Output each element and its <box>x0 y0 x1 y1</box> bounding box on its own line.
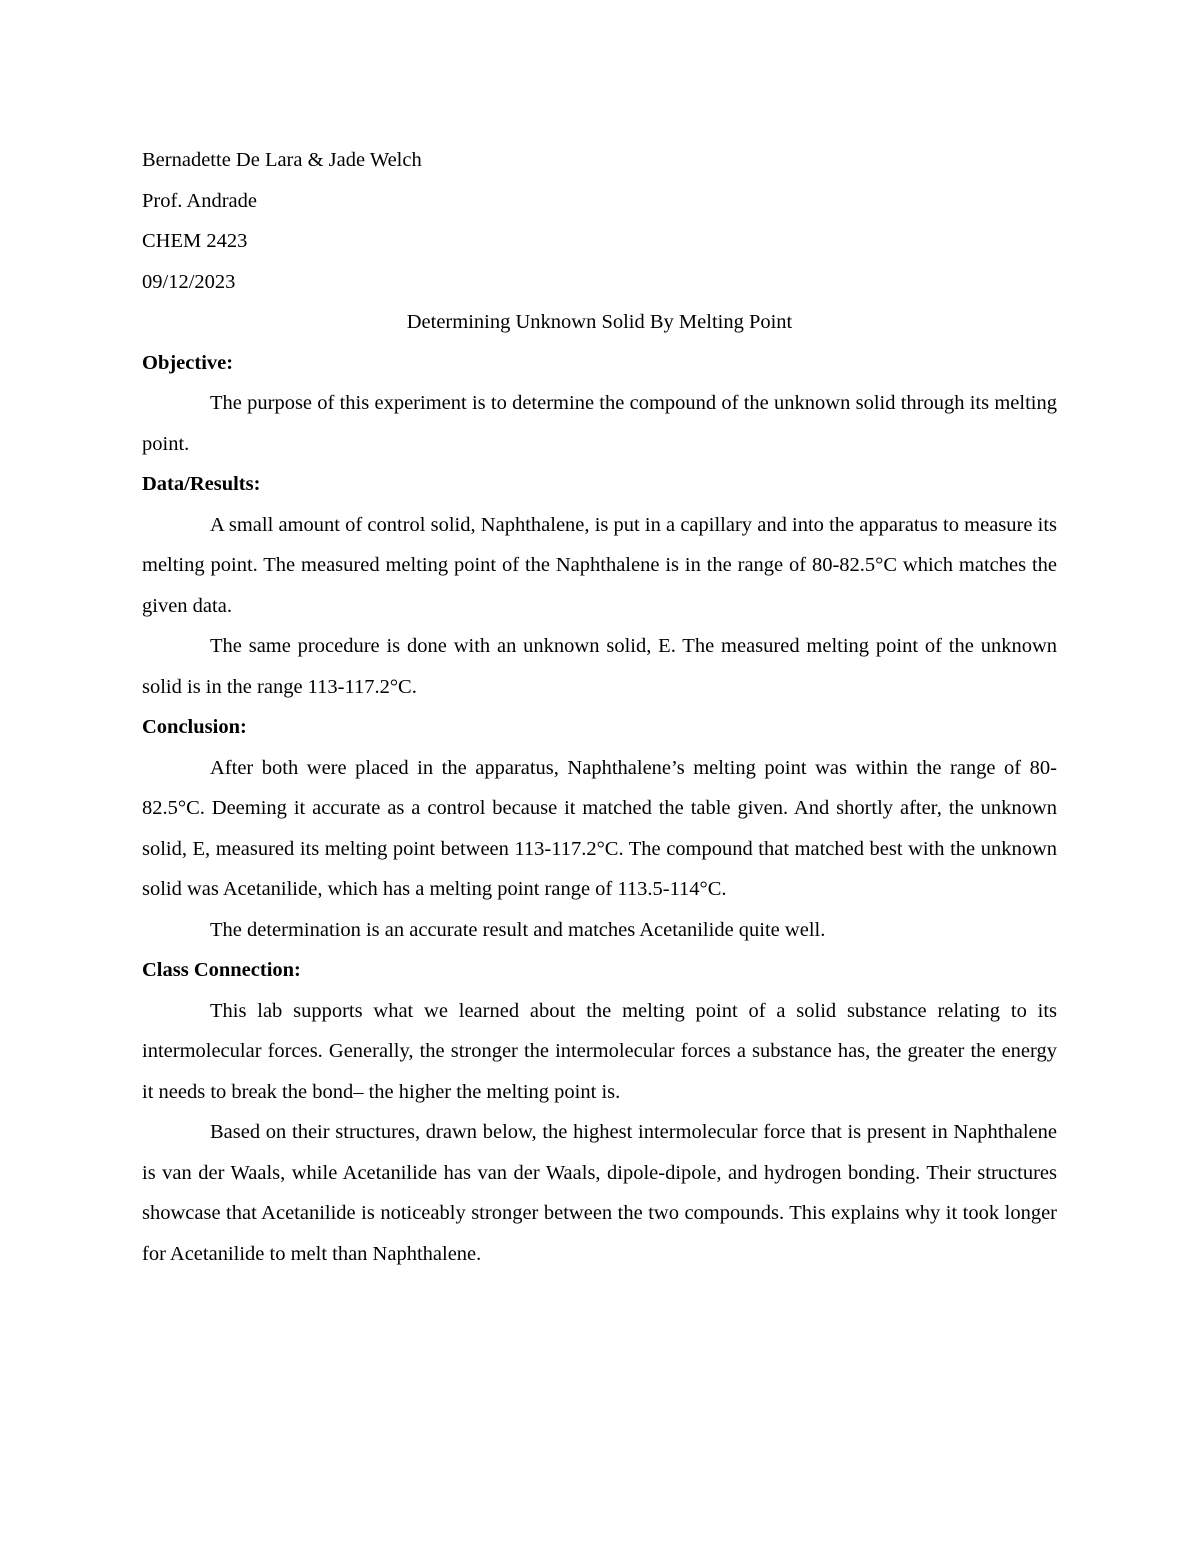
data-results-paragraph-1: A small amount of control solid, Naphthalene, is put in a capillary and into the apparatus to measure its melting point. The measured melting point of the Naphthalene is in the range of 80-82.5°C which matches the given data. <box>142 513 1057 617</box>
class-connection-paragraph-1: This lab supports what we learned about the melting point of a solid substance relating to its intermolecular forces. Generally, the stronger the intermolecular forces a substance has, the greater the energy it needs to break the bond– the higher the melting point is. <box>142 999 1057 1103</box>
conclusion-paragraph-1: After both were placed in the apparatus, Naphthalene’s melting point was within the range of 80-82.5°C. Deeming it accurate as a control because it matched the table given. And shortly after, the unknown solid, E, measured its melting point between 113-117.2°C. The compound that matched best with the unknown solid was Acetanilide, which has a melting point range of 113.5-114°C. <box>142 756 1057 900</box>
document-body <box>142 140 1057 1274</box>
conclusion-heading: Conclusion: <box>142 716 247 738</box>
author-names: Bernadette De Lara & Jade Welch <box>142 149 422 171</box>
document-title: Determining Unknown Solid By Melting Point <box>406 311 793 333</box>
objective-paragraph: The purpose of this experiment is to determine the compound of the unknown solid through its melting point. <box>142 392 1057 455</box>
class-connection-heading: Class Connection: <box>142 959 301 981</box>
conclusion-paragraph-2: The determination is an accurate result and matches Acetanilide quite well. <box>210 918 826 941</box>
data-results-paragraph-2: The same procedure is done with an unknown solid, E. The measured melting point of the unknown solid is in the range 113-117.2°C. <box>142 635 1057 698</box>
class-connection-paragraph-2: Based on their structures, drawn below, the highest intermolecular force that is present in Naphthalene is van der Waals, while Acetanilide has van der Waals, dipole-dipole, and hydrogen bonding. Their structures showcase that Acetanilide is noticeably stronger between the two compounds. This explains why it took longer for Acetanilide to melt than Naphthalene. <box>142 1121 1057 1265</box>
course-code: CHEM 2423 <box>142 230 248 252</box>
objective-heading: Objective: <box>142 351 234 374</box>
document-date: 09/12/2023 <box>142 270 236 293</box>
data-results-heading: Data/Results: <box>142 473 261 495</box>
professor-name: Prof. Andrade <box>142 189 258 212</box>
